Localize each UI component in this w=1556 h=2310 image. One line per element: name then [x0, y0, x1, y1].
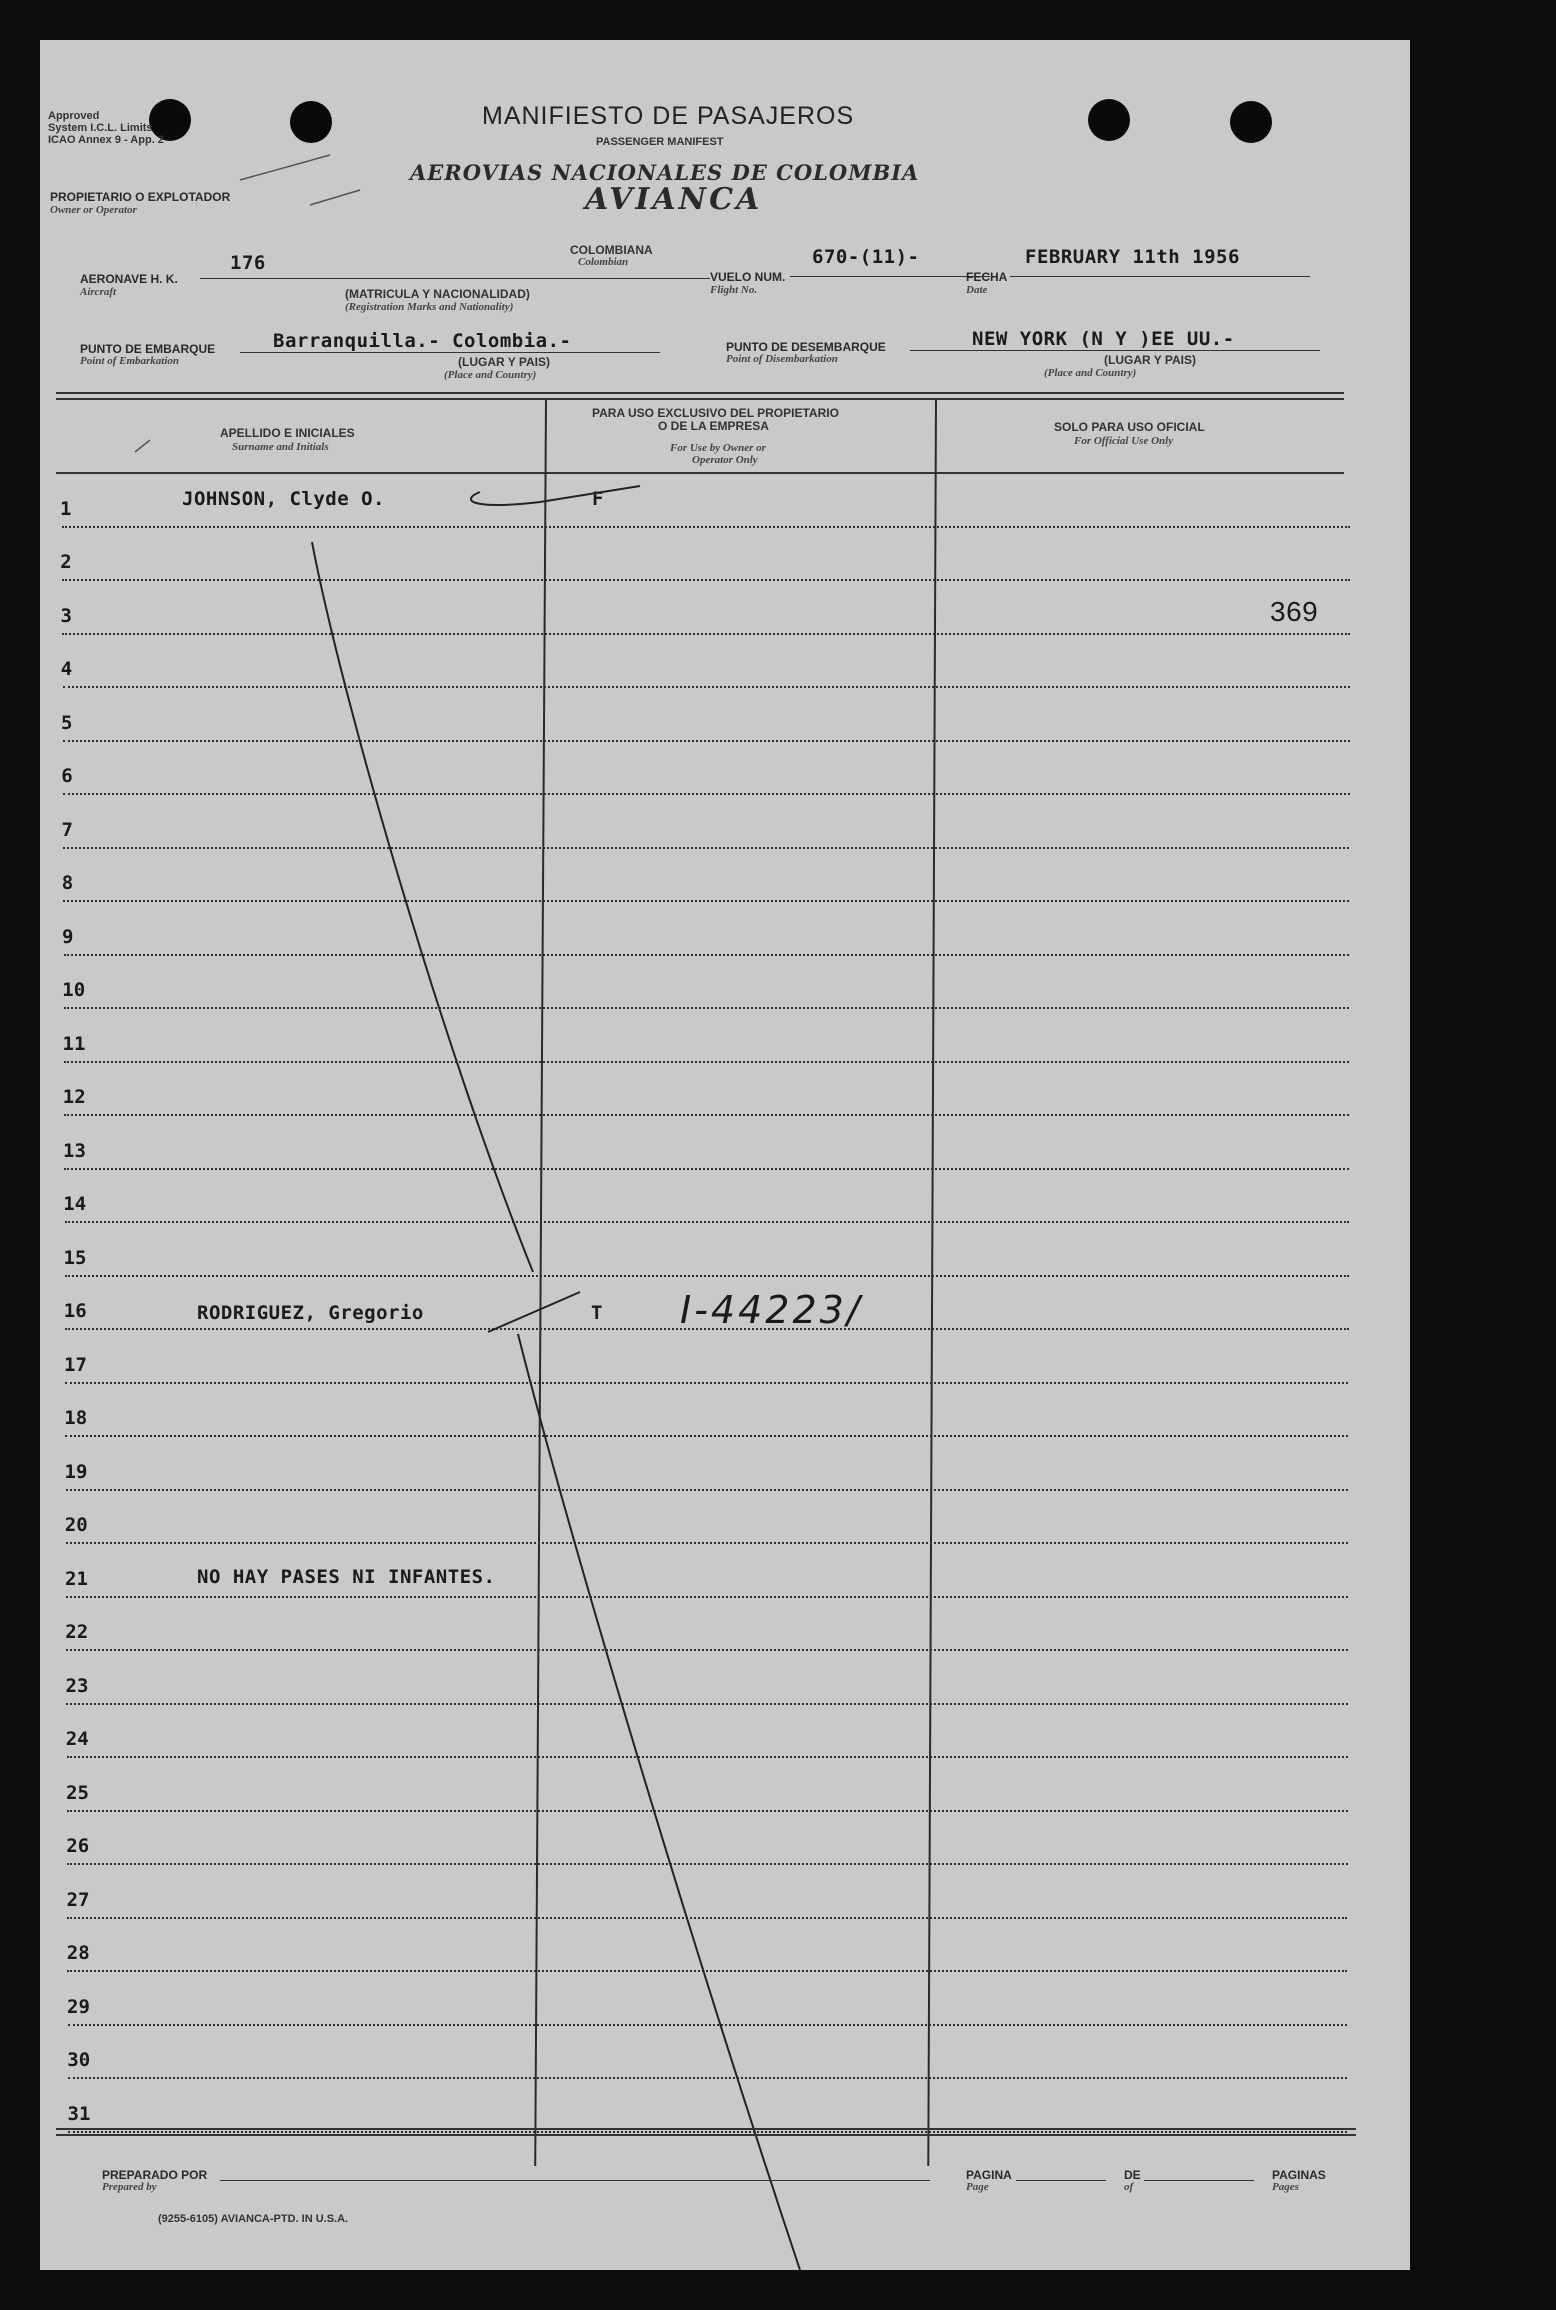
manifest-title: MANIFIESTO DE PASAJEROS — [482, 102, 855, 130]
col2-header-en2: Operator Only — [692, 454, 758, 466]
col1-header-en: Surname and Initials — [232, 441, 329, 453]
row-number: 5 — [61, 711, 73, 734]
disembark-place-label-en: (Place and Country) — [1044, 367, 1137, 379]
row-number: 11 — [62, 1032, 86, 1055]
row-number: 21 — [65, 1567, 88, 1590]
col2-header-l1: PARA USO EXCLUSIVO DEL PROPIETARIO — [592, 406, 839, 420]
embark-place-label-en: (Place and Country) — [444, 369, 537, 381]
footer-rule — [56, 2128, 1356, 2130]
pages-label-en: Pages — [1272, 2181, 1299, 2193]
page-rule — [1016, 2180, 1106, 2181]
row-number: 6 — [61, 765, 73, 787]
row-number: 3 — [60, 604, 72, 627]
row-number: 31 — [67, 2102, 91, 2125]
col3-header: SOLO PARA USO OFICIAL — [1054, 420, 1205, 434]
passenger-code: F — [592, 488, 604, 510]
row-number: 20 — [64, 1514, 88, 1536]
airline-brand: AVIANCA — [585, 182, 763, 217]
row-number: 4 — [60, 658, 73, 680]
row-number: 14 — [63, 1193, 87, 1215]
official-number: 369 — [1270, 596, 1319, 627]
embark-place-label: (LUGAR Y PAIS) — [458, 355, 551, 369]
date-label-en: Date — [966, 284, 988, 296]
pages-label: PAGINAS — [1272, 2168, 1326, 2182]
aircraft-value: 176 — [230, 252, 266, 274]
of-label: DE — [1124, 2168, 1141, 2182]
date-label: FECHA — [966, 270, 1008, 284]
row-number: 15 — [63, 1246, 87, 1269]
row-number: 22 — [65, 1621, 89, 1643]
approval-line: System I.C.L. Limits — [48, 122, 153, 134]
of-rule — [1144, 2180, 1254, 2181]
nationality-value-en: Colombian — [578, 256, 629, 268]
prepared-rule — [220, 2180, 930, 2181]
row-number: 23 — [65, 1674, 89, 1697]
row-number: 2 — [60, 551, 72, 573]
col1-header: APELLIDO E INICIALES — [220, 426, 355, 440]
row-number: 17 — [64, 1353, 87, 1376]
embark-label-en: Point of Embarkation — [80, 355, 180, 367]
row-number: 7 — [61, 818, 73, 841]
row-number: 25 — [66, 1781, 89, 1804]
registration-label-en: (Registration Marks and Nationality) — [345, 301, 514, 313]
row-number: 9 — [62, 925, 74, 948]
page-label-en: Page — [966, 2181, 989, 2193]
manifest-title-en: PASSENGER MANIFEST — [596, 136, 724, 148]
row-number: 19 — [64, 1460, 88, 1483]
manifest-sheet — [40, 40, 1410, 2270]
row-number: 29 — [67, 1995, 90, 2018]
col2-header-l2: O DE LA EMPRESA — [658, 419, 769, 433]
print-code: (9255-6105) AVIANCA-PTD. IN U.S.A. — [158, 2213, 349, 2225]
approval-line: Approved — [48, 110, 100, 122]
passenger-name: JOHNSON, Clyde O. — [182, 488, 385, 510]
disembark-label: PUNTO DE DESEMBARQUE — [726, 340, 886, 354]
approval-line: ICAO Annex 9 - App. 2 — [48, 134, 164, 146]
owner-label: PROPIETARIO O EXPLOTADOR — [50, 190, 231, 204]
ink-strokes — [40, 40, 1410, 2270]
registration-label: (MATRICULA Y NACIONALIDAD) — [345, 287, 530, 301]
embark-value: Barranquilla.- Colombia.- — [273, 330, 572, 352]
prepared-label-en: Prepared by — [102, 2181, 157, 2193]
flight-label-en: Flight No. — [710, 284, 758, 296]
airline-name: AEROVIAS NACIONALES DE COLOMBIA — [410, 160, 920, 185]
date-value: FEBRUARY 11th 1956 — [1025, 246, 1240, 268]
aircraft-label: AERONAVE H. K. — [80, 272, 178, 286]
row-number: 1 — [60, 497, 72, 520]
row-number: 26 — [66, 1835, 90, 1857]
row-number: 16 — [63, 1300, 87, 1322]
col2-header-en1: For Use by Owner or — [670, 442, 766, 454]
row-number: 27 — [66, 1888, 90, 1911]
prepared-label: PREPARADO POR — [102, 2168, 208, 2182]
owner-label-en: Owner or Operator — [50, 204, 137, 216]
passenger-name: RODRIGUEZ, Gregorio — [197, 1302, 424, 1324]
aircraft-label-en: Aircraft — [80, 286, 117, 298]
footer-rule — [56, 2134, 1356, 2136]
row-number: 28 — [66, 1942, 90, 1964]
of-label-en: of — [1124, 2181, 1134, 2193]
row-number: 24 — [65, 1728, 89, 1750]
col3-header-en: For Official Use Only — [1074, 435, 1174, 447]
remark-line: NO HAY PASES NI INFANTES. — [197, 1566, 496, 1588]
row-number: 30 — [67, 2049, 91, 2071]
nationality-value: COLOMBIANA — [570, 243, 653, 257]
row-number: 12 — [62, 1086, 86, 1108]
row-number: 10 — [62, 979, 86, 1001]
row-number: 18 — [64, 1407, 88, 1429]
flight-label: VUELO NUM. — [710, 270, 786, 284]
flight-value: 670-(11)- — [812, 246, 920, 268]
handwritten-reference: I-44223/ — [680, 1288, 863, 1332]
embark-label: PUNTO DE EMBARQUE — [80, 342, 216, 356]
disembark-place-label: (LUGAR Y PAIS) — [1104, 353, 1197, 367]
page-label: PAGINA — [966, 2168, 1012, 2182]
row-number: 8 — [61, 872, 74, 894]
disembark-value: NEW YORK (N Y )EE UU.- — [972, 328, 1235, 350]
passenger-code: T — [591, 1302, 603, 1324]
disembark-label-en: Point of Disembarkation — [726, 353, 838, 365]
row-number: 13 — [63, 1139, 86, 1162]
